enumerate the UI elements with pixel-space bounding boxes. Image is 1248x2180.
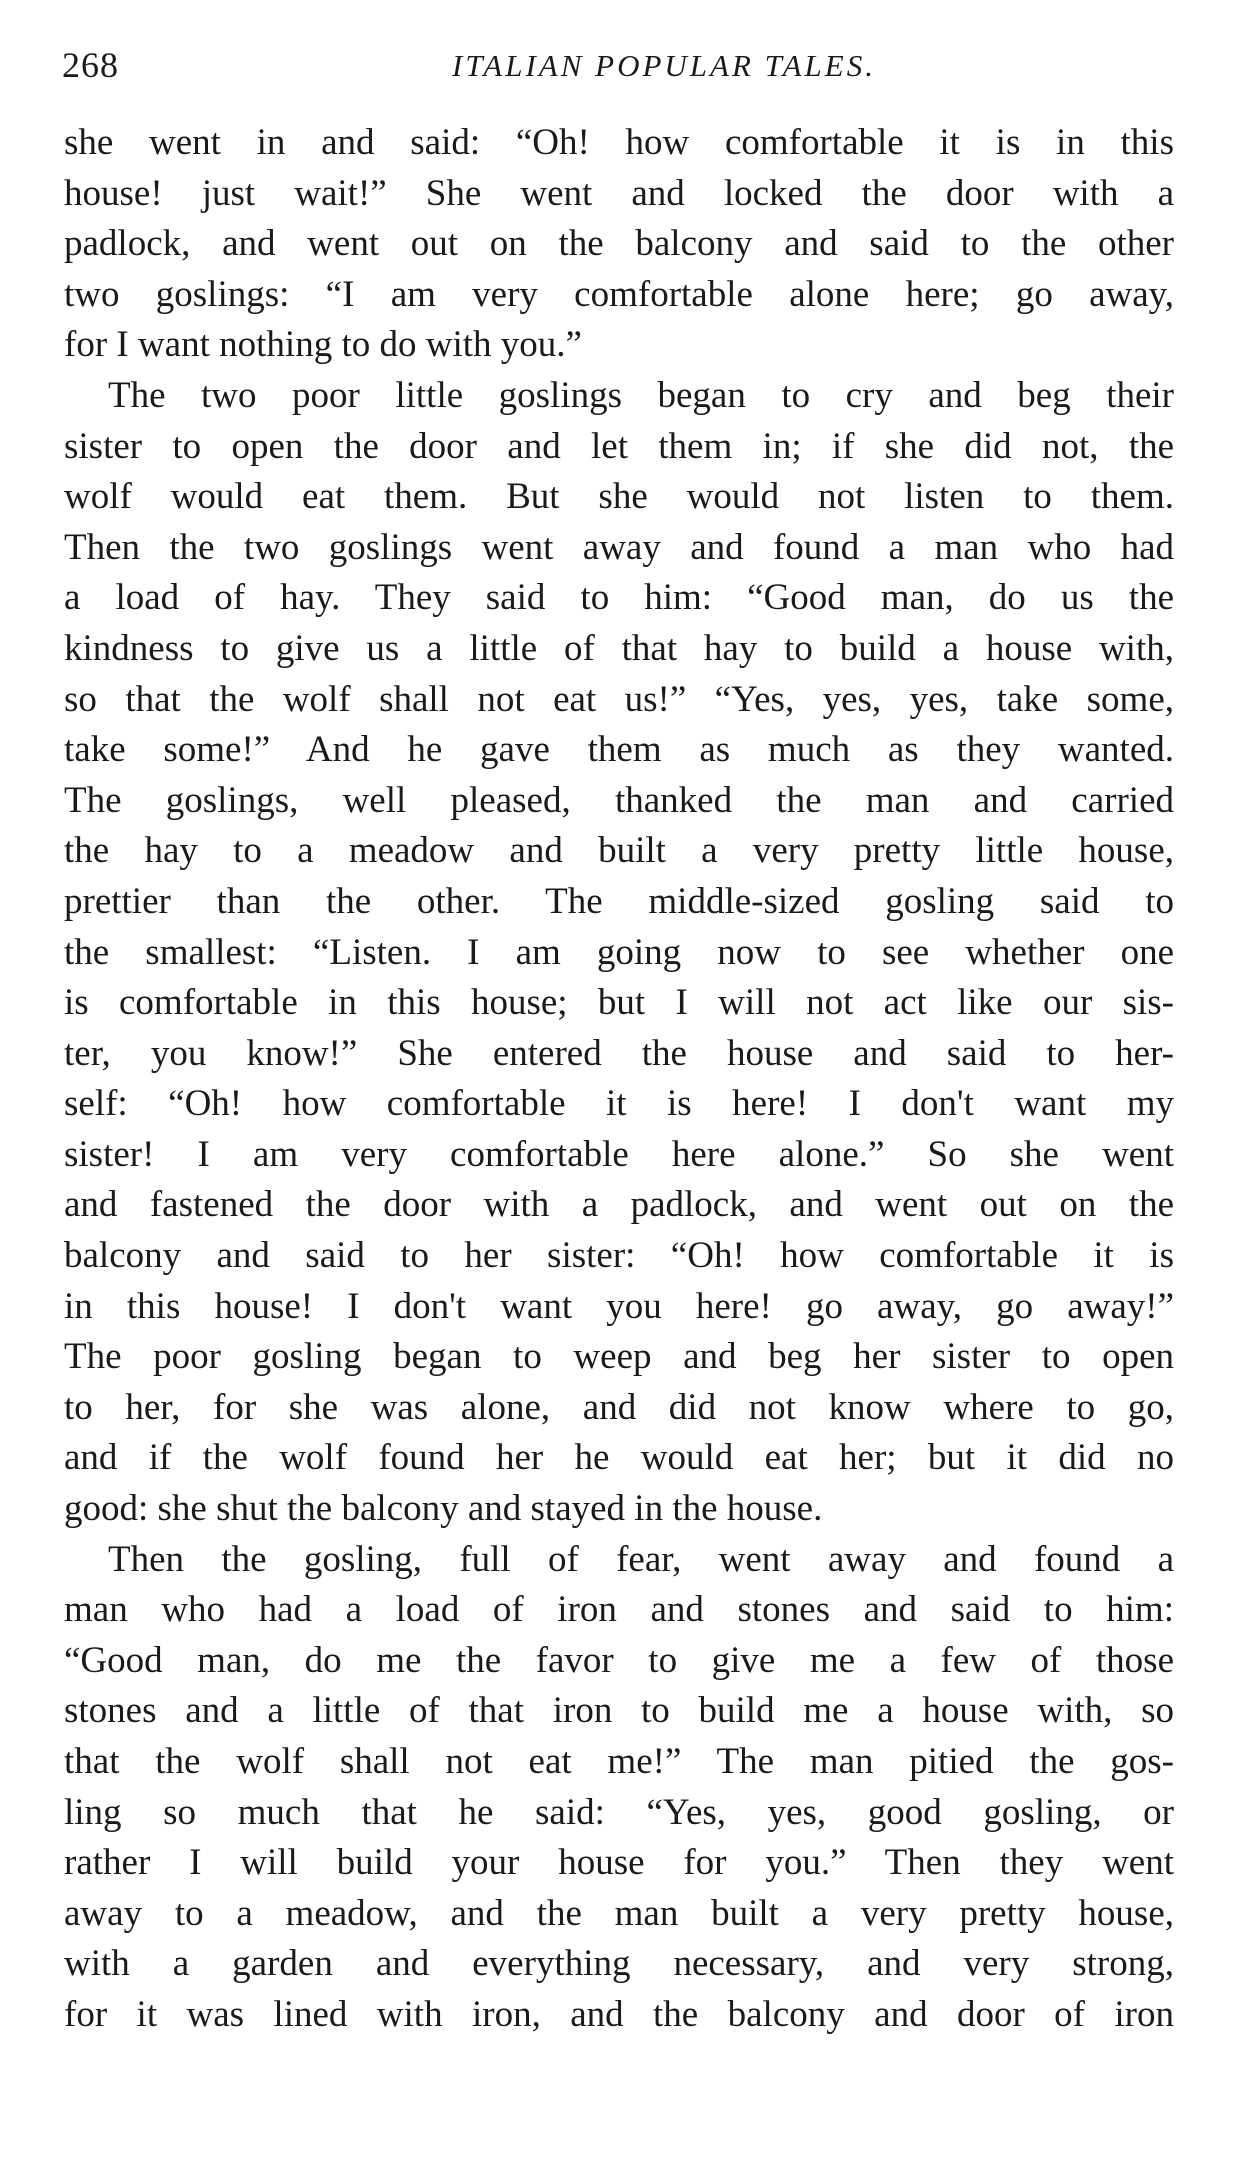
page-number: 268 <box>62 45 119 85</box>
text-line: and if the wolf found her he would eat her; but it did no <box>64 1437 1174 1479</box>
text-line: and fastened the door with a padlock, and went out on the <box>64 1184 1174 1226</box>
text-line: house! just wait!” She went and locked the door with a <box>64 172 1174 214</box>
text-line: stones and a little of that iron to build me a house with, so <box>64 1690 1174 1732</box>
text-line: ling so much that he said: “Yes, yes, good gosling, or <box>64 1791 1174 1833</box>
text-line: self: “Oh! how comfortable it is here! I don't want my <box>64 1083 1174 1125</box>
text-line: Then the gosling, full of fear, went away and found a <box>108 1538 1174 1580</box>
text-line: ter, you know!” She entered the house and said to her- <box>64 1032 1174 1074</box>
text-line: two goslings: “I am very comfortable alone here; go away, <box>64 273 1174 315</box>
text-line: that the wolf shall not eat me!” The man pitied the gos- <box>64 1741 1174 1782</box>
text-line: The two poor little goslings began to cry and beg their <box>108 374 1174 416</box>
page-header <box>62 44 1176 94</box>
text-line: take some!” And he gave them as much as they wanted. <box>64 729 1174 771</box>
text-line: for I want nothing to do with you.” <box>64 324 582 366</box>
text-line: for it was lined with iron, and the balcony and door of iron <box>64 1993 1174 2035</box>
text-line: in this house! I don't want you here! go away, go away!” <box>64 1285 1174 1327</box>
text-line: good: she shut the balcony and stayed in the house. <box>64 1488 823 1530</box>
text-line: so that the wolf shall not eat us!” “Yes, yes, yes, take some, <box>64 678 1174 720</box>
text-line: with a garden and everything necessary, and very strong, <box>64 1943 1174 1985</box>
text-line: sister! I am very comfortable here alone.” So she went <box>64 1133 1174 1175</box>
text-line: padlock, and went out on the balcony and said to the other <box>64 223 1174 265</box>
text-line: man who had a load of iron and stones and said to him: <box>64 1589 1174 1631</box>
text-line: she went in and said: “Oh! how comfortable it is in this <box>64 122 1174 163</box>
text-line: “Good man, do me the favor to give me a few of those <box>64 1639 1174 1681</box>
text-line: The goslings, well pleased, thanked the man and carried <box>64 779 1174 821</box>
text-line: away to a meadow, and the man built a very pretty house, <box>64 1892 1174 1934</box>
text-line: the hay to a meadow and built a very pretty little house, <box>64 830 1174 872</box>
text-line: wolf would eat them. But she would not listen to them. <box>64 476 1174 518</box>
text-line: is comfortable in this house; but I will not act like our sis- <box>64 982 1174 1024</box>
text-line: kindness to give us a little of that hay to build a house with, <box>64 627 1174 669</box>
text-line: prettier than the other. The middle-sized gosling said to <box>64 880 1174 922</box>
text-line: to her, for she was alone, and did not know where to go, <box>64 1386 1174 1428</box>
text-line: balcony and said to her sister: “Oh! how comfortable it is <box>64 1235 1174 1277</box>
text-line: the smallest: “Listen. I am going now to see whether one <box>64 931 1174 973</box>
text-line: Then the two goslings went away and found a man who had <box>64 526 1174 568</box>
running-title: ITALIAN POPULAR TALES. <box>452 48 876 83</box>
body-text <box>64 118 1174 2041</box>
text-line: The poor gosling began to weep and beg her sister to open <box>64 1336 1174 1378</box>
text-line: rather I will build your house for you.” Then they went <box>64 1842 1174 1884</box>
text-line: a load of hay. They said to him: “Good man, do us the <box>64 577 1174 619</box>
text-line: sister to open the door and let them in; if she did not, the <box>64 425 1174 467</box>
